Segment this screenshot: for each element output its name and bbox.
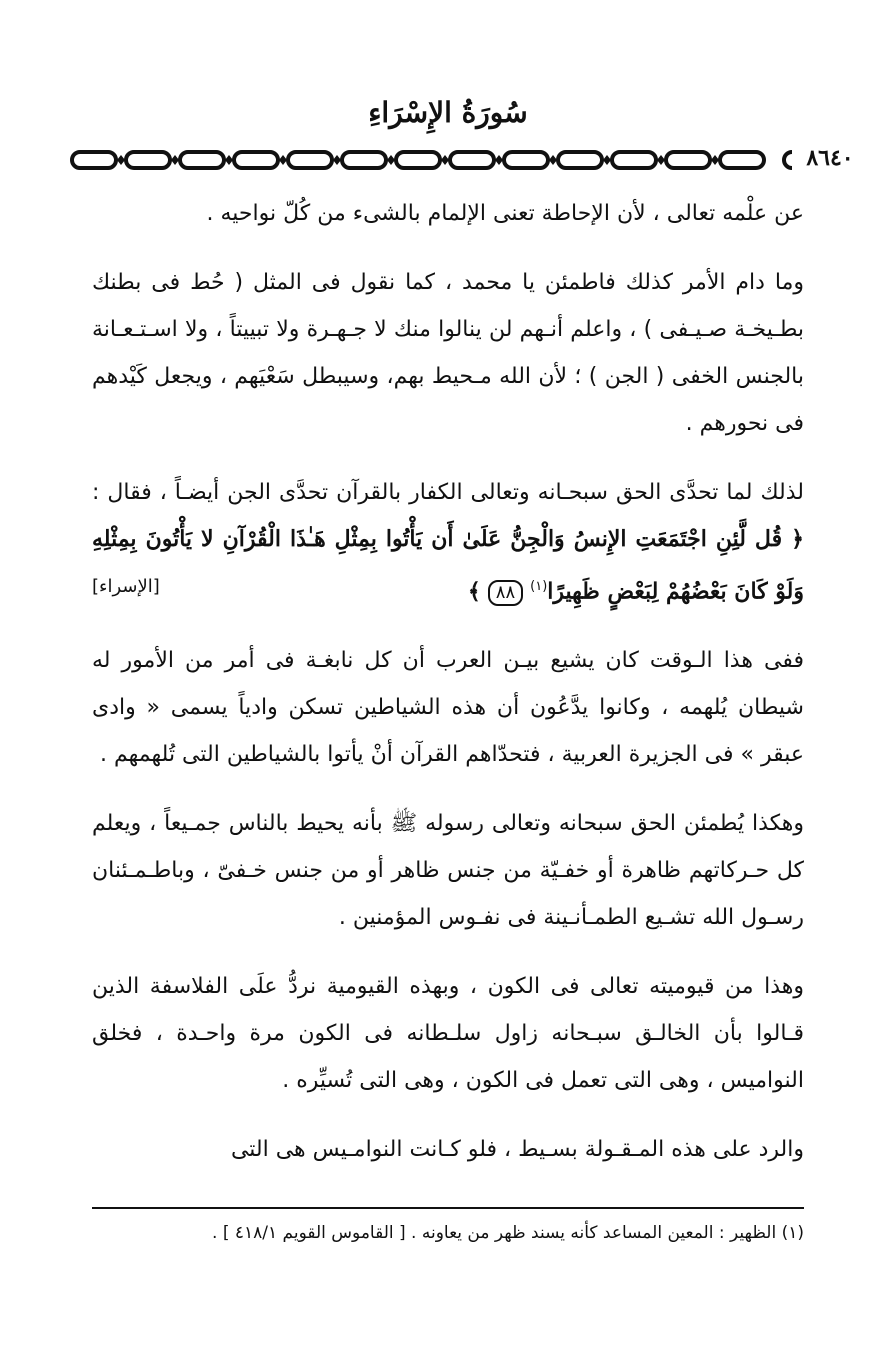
footnote: (١) الظهير : المعين المساعد كأنه يسند ظهر من يعاونه . [ القاموس القويم ٤١٨/١ ] . <box>212 1223 804 1243</box>
quran-verse: ﴿ قُل لَّئِنِ اجْتَمَعَتِ الإِنسُ وَالْجِنُّ عَلَىٰ أَن يَأْتُوا بِمِثْلِ هَـٰذَا الْقُرْآنِ لا يَأْتُونَ بِمِثْلِهِ وَلَوْ كَانَ بَعْضُهُمْ لِبَعْضٍ ظَهِيرًا <box>92 526 804 605</box>
paragraph-3-intro: لذلك لما تحدَّى الحق سبحـانه وتعالى الكفار بالقرآن تحدَّى الجن أيضـاً ، فقال : <box>92 480 804 505</box>
paragraph-1: عن علْمه تعالى ، لأن الإحاطة تعنى الإلمام بالشىء من كُلّ نواحيه . <box>206 201 804 226</box>
paragraph-2: وما دام الأمر كذلك فاطمئن يا محمد ، كما نقول فى المثل ( حُط فى بطنك بطـيخـة صـيـفى ) ، واعلم أنـهم لن ينالوا منك لا جـهـرة ولا تبييتاً ، ولا اسـتـعـانة بالجنس الخفى ( الجن ) ؛ لأن الله مـحيط بهم، وسيبطل سَعْيَهم ، ويجعل كَيْدهم فى نحورهم . <box>92 270 804 436</box>
paragraph-4: ففى هذا الـوقت كان يشيع بيـن العرب أن كل نابغـة فى أمر من الأمور له شيطان يُلهمه ، وكانوا يدَّعُون أن هذه الشياطين تسكن وادياً يسمى « وادى عبقر » فى الجزيرة العربية ، فتحدّاهم القرآن أنْ يأتوا بالشياطين التى تُلهمهم . <box>92 648 804 768</box>
ayah-number: ٨٨ <box>488 580 523 606</box>
quran-close-bracket: ﴾ <box>467 578 481 605</box>
surah-reference: [الإسراء] <box>92 576 160 597</box>
main-text <box>92 190 804 1195</box>
surah-title: سُورَةُ الإِسْرَاءِ <box>368 96 528 129</box>
chain-ornament-icon <box>70 146 832 174</box>
paragraph-5: وهكذا يُطمئن الحق سبحانه وتعالى رسوله ﷺ بأنه يحيط بالناس جمـيعاً ، ويعلم كل حـركاتهم ظاهرة أو خفـيّة من جنس ظاهر أو من جنس خـفىّ ، وباطـمـئنان رسـول الله تشـيع الطمـأنـينة فى نفـوس المؤمنين . <box>92 811 804 931</box>
footnote-divider <box>92 1207 804 1209</box>
page-number: ٨٦٤٠ <box>792 144 868 172</box>
paragraph-6: وهذا من قيوميته تعالى فى الكون ، وبهذه القيومية نردُّ علَى الفلاسفة الذين قـالوا بأن الخالـق سبـحانه زاول سلـطانه فى الكون مرة واحـدة ، فخلق النواميس ، وهى التى تعمل فى الكون ، وهى التى تُسيِّره . <box>92 974 804 1094</box>
paragraph-7: والرد على هذه المـقـولة بسـيط ، فلو كـانت النوامـيس هى التى <box>230 1137 804 1163</box>
header-ornament-row <box>70 145 854 174</box>
footnote-marker: (١) <box>530 579 548 594</box>
paragraph-3 <box>92 469 804 615</box>
